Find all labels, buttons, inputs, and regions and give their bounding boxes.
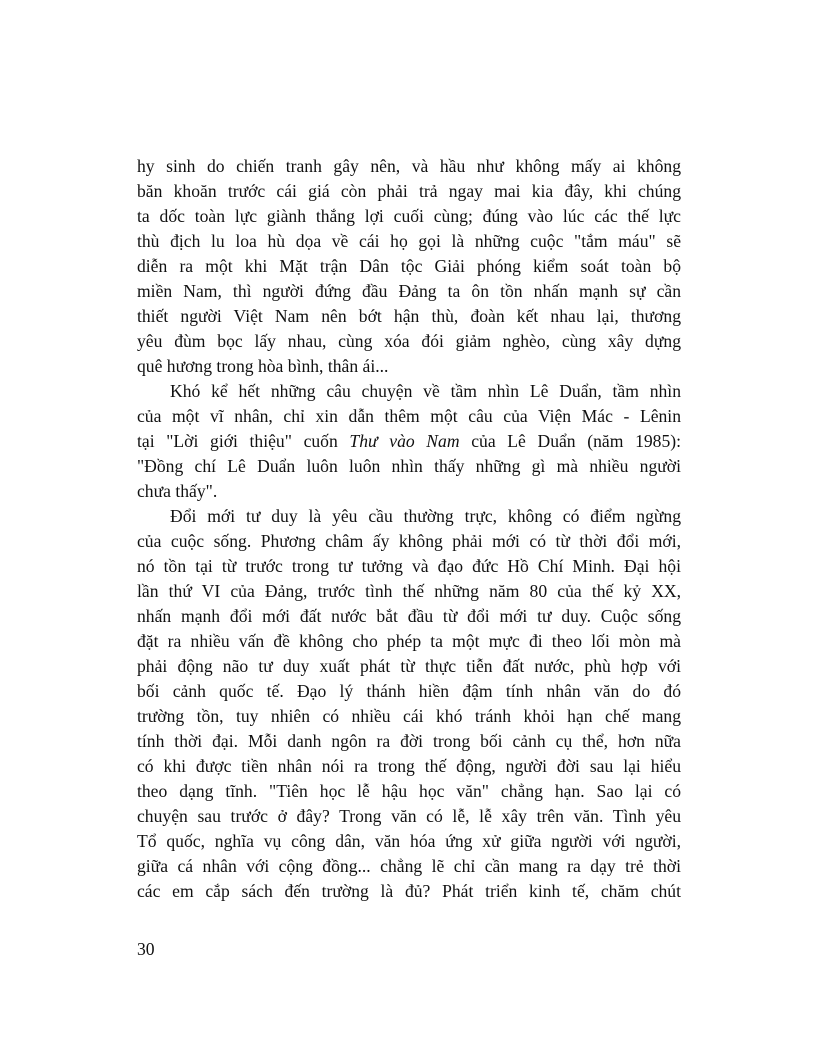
text-line xyxy=(137,504,681,529)
text-segment: thiết người Việt Nam nên bớt hận thù, đoàn kết nhau lại, thương xyxy=(137,306,681,326)
text-line xyxy=(137,329,681,354)
text-line xyxy=(137,454,681,479)
text-line xyxy=(137,154,681,179)
text-line xyxy=(137,304,681,329)
text-line xyxy=(137,804,681,829)
text-segment: miền Nam, thì người đứng đầu Đảng ta ôn tồn nhấn mạnh sự cần xyxy=(137,281,681,301)
text-line xyxy=(137,779,681,804)
text-line xyxy=(137,604,681,629)
text-segment: thù địch lu loa hù dọa về cái họ gọi là những cuộc "tắm máu" sẽ xyxy=(137,231,681,251)
text-segment: của cuộc sống. Phương châm ấy không phải mới có từ thời đổi mới, xyxy=(137,531,681,551)
text-segment: theo dạng tĩnh. "Tiên học lễ hậu học văn" chẳng hạn. Sao lại có xyxy=(137,781,681,801)
text-line xyxy=(137,729,681,754)
text-segment: của một vĩ nhân, chỉ xin dẫn thêm một câu của Viện Mác - Lênin xyxy=(137,406,681,426)
text-line xyxy=(137,679,681,704)
text-line xyxy=(137,554,681,579)
text-line xyxy=(137,379,681,404)
text-segment: Khó kể hết những câu chuyện về tầm nhìn Lê Duẩn, tầm nhìn xyxy=(170,381,681,401)
text-segment: các em cắp sách đến trường là đủ? Phát triển kinh tế, chăm chút xyxy=(137,881,681,901)
text-segment: Tổ quốc, nghĩa vụ công dân, văn hóa ứng xử giữa người với người, xyxy=(137,831,681,851)
text-line xyxy=(137,704,681,729)
text-segment: bối cảnh quốc tế. Đạo lý thánh hiền đậm tính nhân văn do đó xyxy=(137,681,681,701)
text-line xyxy=(137,579,681,604)
text-line xyxy=(137,204,681,229)
text-line xyxy=(137,629,681,654)
text-line xyxy=(137,354,681,379)
text-segment: diễn ra một khi Mặt trận Dân tộc Giải phóng kiểm soát toàn bộ xyxy=(137,256,681,276)
text-segment: ta dốc toàn lực giành thắng lợi cuối cùng; đúng vào lúc các thế lực xyxy=(137,206,681,226)
text-line xyxy=(137,429,681,454)
text-segment: phải động não tư duy xuất phát từ thực tiễn đất nước, phù hợp với xyxy=(137,656,681,676)
text-segment: nó tồn tại từ trước trong tư tưởng và đạo đức Hồ Chí Minh. Đại hội xyxy=(137,556,681,576)
text-segment: tại "Lời giới thiệu" cuốn xyxy=(137,431,350,451)
text-segment: chuyện sau trước ở đây? Trong văn có lễ, lễ xây trên văn. Tình yêu xyxy=(137,806,681,826)
text-line xyxy=(137,404,681,429)
text-segment: tính thời đại. Mỗi danh ngôn ra đời trong bối cảnh cụ thể, hơn nữa xyxy=(137,731,681,751)
text-line xyxy=(137,279,681,304)
text-segment: băn khoăn trước cái giá còn phải trả ngay mai kia đây, khi chúng xyxy=(137,181,681,201)
text-line xyxy=(137,254,681,279)
book-title: Thư vào Nam xyxy=(349,431,460,451)
text-segment: yêu đùm bọc lấy nhau, cùng xóa đói giảm nghèo, cùng xây dựng xyxy=(137,331,681,351)
text-line xyxy=(137,654,681,679)
text-line xyxy=(137,179,681,204)
text-line xyxy=(137,529,681,554)
text-segment: lần thứ VI của Đảng, trước tình thế những năm 80 của thế kỷ XX, xyxy=(137,581,681,601)
text-segment: giữa cá nhân với cộng đồng... chẳng lẽ chỉ cần mang ra dạy trẻ thời xyxy=(137,856,681,876)
text-line xyxy=(137,229,681,254)
text-line xyxy=(137,829,681,854)
text-line xyxy=(137,879,681,904)
text-segment: của Lê Duẩn (năm 1985): xyxy=(459,431,681,451)
text-segment: nhấn mạnh đổi mới đất nước bắt đầu từ đổi mới tư duy. Cuộc sống xyxy=(137,606,681,626)
text-segment: trường tồn, tuy nhiên có nhiều cái khó tránh khỏi hạn chế mang xyxy=(137,706,681,726)
text-segment: quê hương trong hòa bình, thân ái... xyxy=(137,356,389,376)
text-segment: có khi được tiền nhân nói ra trong thế động, người đời sau lại hiểu xyxy=(137,756,681,776)
body-text xyxy=(137,154,681,904)
text-segment: chưa thấy". xyxy=(137,481,218,501)
text-line xyxy=(137,479,681,504)
text-segment: "Đồng chí Lê Duẩn luôn luôn nhìn thấy những gì mà nhiều người xyxy=(137,456,681,476)
page-number: 30 xyxy=(137,939,155,959)
text-segment: hy sinh do chiến tranh gây nên, và hầu như không mấy ai không xyxy=(137,156,681,176)
text-line xyxy=(137,754,681,779)
text-segment: đặt ra nhiều vấn đề không cho phép ta một mực đi theo lối mòn mà xyxy=(137,631,681,651)
text-line xyxy=(137,854,681,879)
text-segment: Đổi mới tư duy là yêu cầu thường trực, không có điểm ngừng xyxy=(170,506,681,526)
